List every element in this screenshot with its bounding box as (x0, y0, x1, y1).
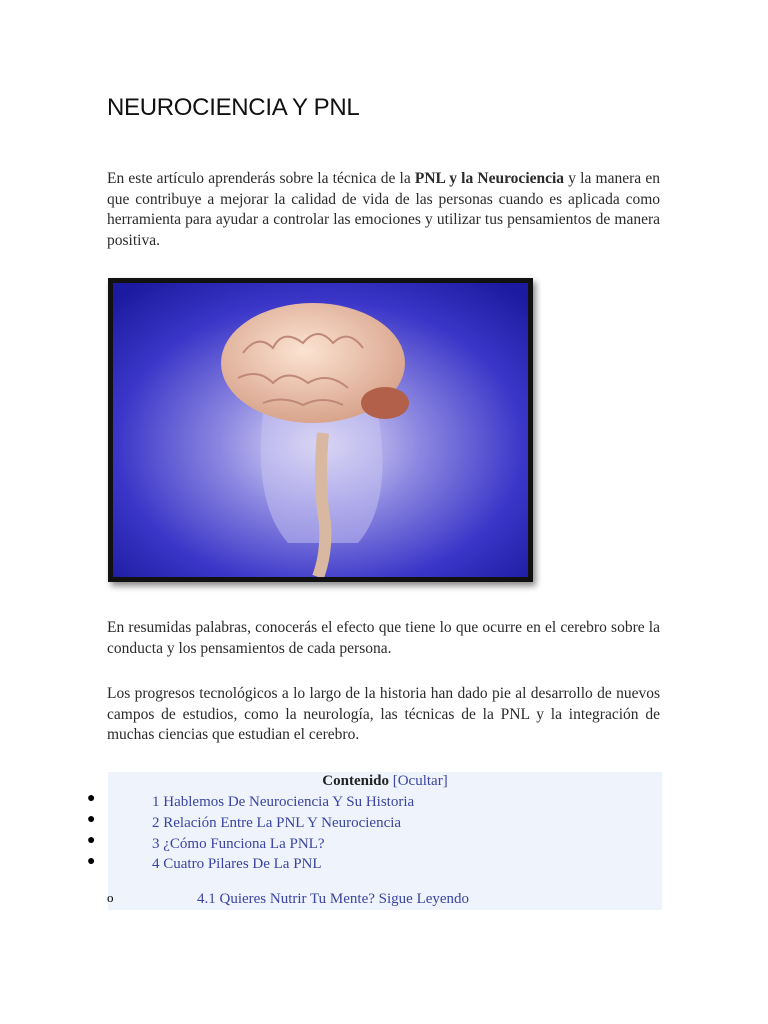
intro-text-end: y la manera en que contribuye a mejorar la calidad de vida de las personas cuando es aplicada como herramienta para ayudar a controlar las emociones y utilizar tus pensamientos de manera positiva. (107, 170, 660, 249)
toc-item-1[interactable]: 1 Hablemos De Neurociencia Y Su Historia (152, 794, 415, 810)
toc-header (108, 772, 662, 790)
bullet-icon: ● (87, 791, 96, 806)
intro-text: En este artículo aprenderás sobre la técnica de la (107, 170, 415, 187)
history-paragraph: Los progresos tecnológicos a lo largo de la historia han dado pie al desarrollo de nuevos campos de estudios, como la neurología, las técnicas de la PNL y la integración de muchas ciencias que estudian el cerebro. (107, 685, 660, 743)
summary-paragraph: En resumidas palabras, conocerás el efecto que tiene lo que ocurre en el cerebro sobre la conducta y los pensamientos de cada persona. (107, 619, 660, 657)
bracket: [ (392, 773, 398, 789)
page-title: NEUROCIENCIA Y PNL (107, 94, 360, 121)
bullet-icon: ● (87, 854, 96, 869)
brain-image (108, 278, 533, 582)
bracket: ] (442, 773, 448, 789)
bullet-icon: ● (87, 833, 96, 848)
circle-bullet-icon: o (107, 890, 114, 905)
bullet-icon: ● (87, 812, 96, 827)
intro-paragraph (107, 169, 660, 251)
toc-heading: Contenido (322, 773, 389, 789)
intro-bold: PNL y la Neurociencia (414, 170, 565, 187)
toc-toggle-link[interactable] (393, 773, 448, 789)
toc-toggle-label: Ocultar (397, 773, 443, 789)
toc-subitem-4-1[interactable]: 4.1 Quieres Nutrir Tu Mente? Sigue Leyendo (197, 891, 470, 907)
toc-item-2[interactable]: 2 Relación Entre La PNL Y Neurociencia (152, 815, 402, 831)
toc-item-4[interactable]: 4 Cuatro Pilares De La PNL (152, 856, 322, 872)
toc-item-3[interactable]: 3 ¿Cómo Funciona La PNL? (152, 836, 325, 852)
